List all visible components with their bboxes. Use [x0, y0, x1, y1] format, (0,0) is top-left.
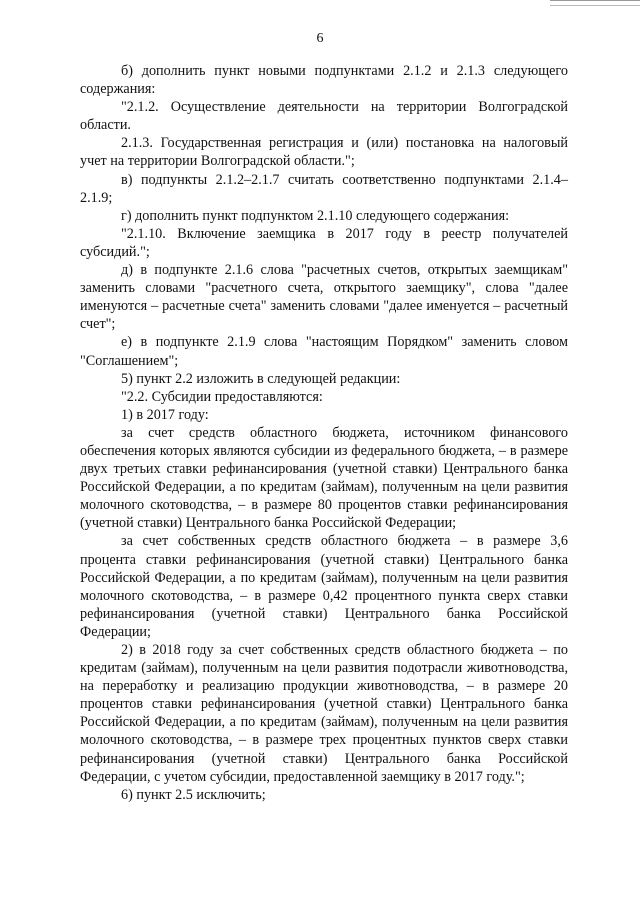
paragraph-5-item-2-2: 5) пункт 2.2 изложить в следующей редакции:: [121, 370, 401, 387]
paragraph-d-accounts: д) в подпункте 2.1.6 слова "расчетных счетов, открытых заемщикам" заменить словами "расчетного счета, открытого заемщику", слова "далее именуются – расчетные счета" заменить словами "далее именуется – расчетный счет";: [80, 262, 568, 333]
page-number: 6: [316, 31, 324, 46]
paragraph-g-add-2-1-10: г) дополнить пункт подпунктом 2.1.10 следующего содержания:: [121, 207, 510, 224]
paragraph-federal-funds: за счет средств областного бюджета, источником финансового обеспечения которых являются субсидии из федерального бюджета, – в размере двух третьих ставки рефинансирования (учетной ставки) Центрального банка Российской Федерации, а по кредитам (займам), полученным на цели развития молочного скотоводства, – в размере 80 процентов ставки рефинансирования (учетной ставки) Центрального банка Российской Федерации;: [80, 424, 568, 532]
paragraph-b-amend-2-1: б) дополнить пункт новыми подпунктами 2.1.2 и 2.1.3 следующего содержания:: [80, 63, 568, 98]
paragraph-2-1-10: "2.1.10. Включение заемщика в 2017 году в реестр получателей субсидий.";: [80, 225, 568, 260]
paragraph-own-funds: за счет собственных средств областного бюджета – в размере 3,6 процента ставки рефинансирования (учетной ставки) Центрального банка Российской Федерации, а по кредитам (займам), полученным на цели развития молочного скотоводства, – в размере 0,42 процентного пункта сверх ставки рефинансирования (учетной ставки) Центрального банка Российской Федерации;: [80, 533, 568, 640]
paragraph-2-1-2: "2.1.2. Осуществление деятельности на территории Волгоградской области.: [80, 99, 568, 134]
scan-corner-mark: [550, 0, 640, 6]
paragraph-2-1-3: 2.1.3. Государственная регистрация и (или) постановка на налоговый учет на территории Волгоградской области.";: [80, 135, 568, 170]
document-body: [80, 62, 568, 804]
paragraph-2-year-2018: 2) в 2018 году за счет собственных средств областного бюджета – по кредитам (займам), полученным на цели развития подотрасли животноводства, на переработку и реализацию продукции животноводства, – в размере 20 процентов ставки рефинансирования (учетной ставки) Центрального банка Российской Федерации, а по кредитам (займам), полученным на цели развития молочного скотоводства, – в размере трех процентных пунктов сверх ставки рефинансирования (учетной ставки) Центрального банка Российской Федерации, с учетом субсидии, предоставленной заемщику в 2017 году.";: [80, 642, 568, 785]
paragraph-2-2-heading: "2.2. Субсидии предоставляются:: [121, 388, 323, 405]
paragraph-1-year-2017: 1) в 2017 году:: [121, 406, 209, 423]
paragraph-e-agreement: е) в подпункте 2.1.9 слова "настоящим Порядком" заменить словом "Соглашением";: [80, 334, 568, 369]
paragraph-v-renumber: в) подпункты 2.1.2–2.1.7 считать соответственно подпунктами 2.1.4–2.1.9;: [80, 171, 568, 206]
paragraph-6-exclude-2-5: 6) пункт 2.5 исключить;: [121, 786, 266, 803]
